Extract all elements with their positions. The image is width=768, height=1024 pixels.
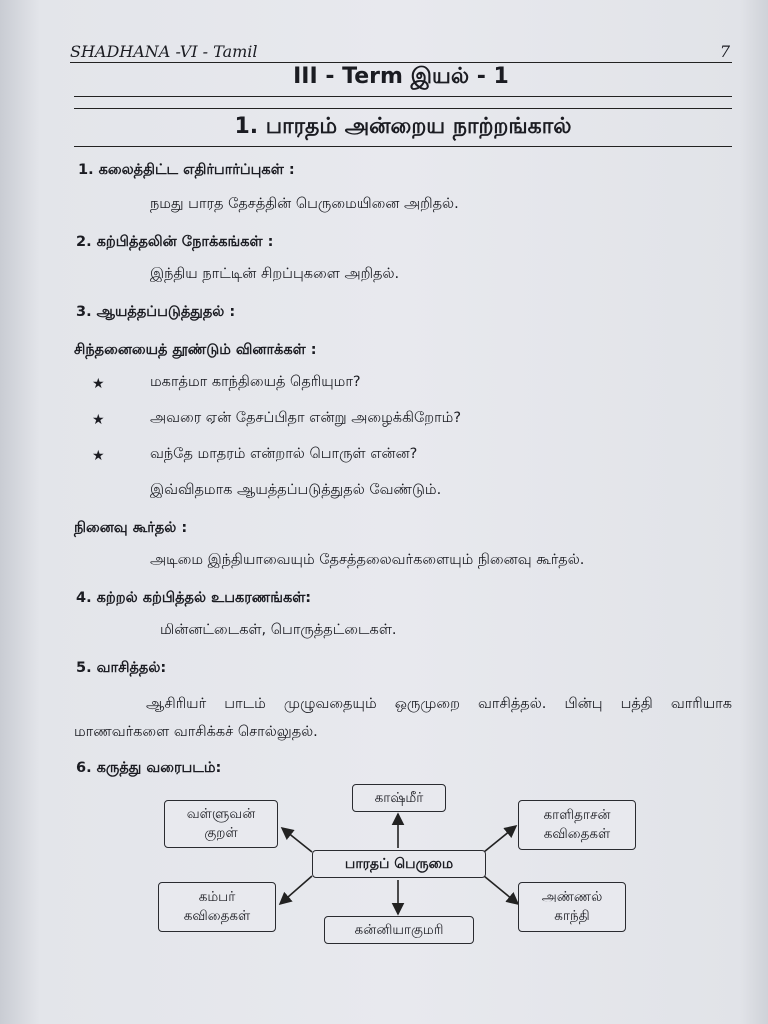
book-title: SHADHANA -VI - Tamil: [70, 42, 258, 61]
star-icon: ★: [92, 412, 105, 428]
section-heading: 5. வாசித்தல்:: [76, 660, 167, 676]
question-item: வந்தே மாதரம் என்றால் பொருள் என்ன?: [150, 446, 418, 462]
section-text: இந்திய நாட்டின் சிறப்புகளை அறிதல்.: [150, 266, 400, 282]
concept-node-kalidasan: காளிதாசன் கவிதைகள்: [518, 800, 636, 850]
page-number: 7: [719, 42, 730, 61]
concept-node-kambar: கம்பர் கவிதைகள்: [158, 882, 276, 932]
section-text: அடிமை இந்தியாவையும் தேசத்தலைவர்களையும் நினைவு கூர்தல்.: [150, 552, 585, 568]
concept-node-kanyakumari: கன்னியாகுமரி: [324, 916, 474, 944]
star-icon: ★: [92, 448, 105, 464]
lesson-title: 1. பாரதம் அன்றைய நாற்றங்கால்: [234, 114, 572, 139]
section-heading: 1. கலைத்திட்ட எதிர்பார்ப்புகள் :: [78, 162, 295, 178]
question-item: மகாத்மா காந்தியைத் தெரியுமா?: [150, 374, 361, 390]
section-text: மின்னட்டைகள், பொருத்தட்டைகள்.: [160, 622, 397, 638]
concept-node-gandhi: அண்ணல் காந்தி: [518, 882, 626, 932]
arrow-top-left: [282, 828, 312, 852]
question-followup: இவ்விதமாக ஆயத்தப்படுத்துதல் வேண்டும்.: [150, 482, 442, 498]
arrow-bottom-left: [280, 876, 312, 904]
arrow-bottom-right: [484, 876, 518, 904]
section-heading: 2. கற்பித்தலின் நோக்கங்கள் :: [76, 234, 274, 250]
section-heading: 4. கற்றல் கற்பித்தல் உபகரணங்கள்:: [76, 590, 312, 606]
reading-paragraph: ஆசிரியர் பாடம் முழுவதையும் ஒருமுறை வாசித்தல். பின்பு பத்தி வாரியாக மாணவர்களை வாசிக்கச் சொல்லுதல்.: [74, 696, 732, 740]
concept-node-center: பாரதப் பெருமை: [312, 850, 486, 878]
concept-node-valluvan: வள்ளுவன் குறள்: [164, 800, 278, 848]
question-item: அவரை ஏன் தேசப்பிதா என்று அழைக்கிறோம்?: [150, 410, 462, 426]
section-text: நமது பாரத தேசத்தின் பெருமையினை அறிதல்.: [150, 196, 459, 212]
section-heading: 6. கருத்து வரைபடம்:: [76, 760, 222, 776]
concept-node-kashmir: காஷ்மீர்: [352, 784, 446, 812]
arrow-top-right: [484, 826, 516, 852]
section-heading: நினைவு கூர்தல் :: [74, 520, 188, 536]
section-heading: 3. ஆயத்தப்படுத்துதல் :: [76, 304, 236, 320]
star-icon: ★: [92, 376, 105, 392]
term-title: III - Term இயல் - 1: [293, 64, 509, 89]
questions-heading: சிந்தனையைத் தூண்டும் வினாக்கள் :: [74, 342, 317, 358]
